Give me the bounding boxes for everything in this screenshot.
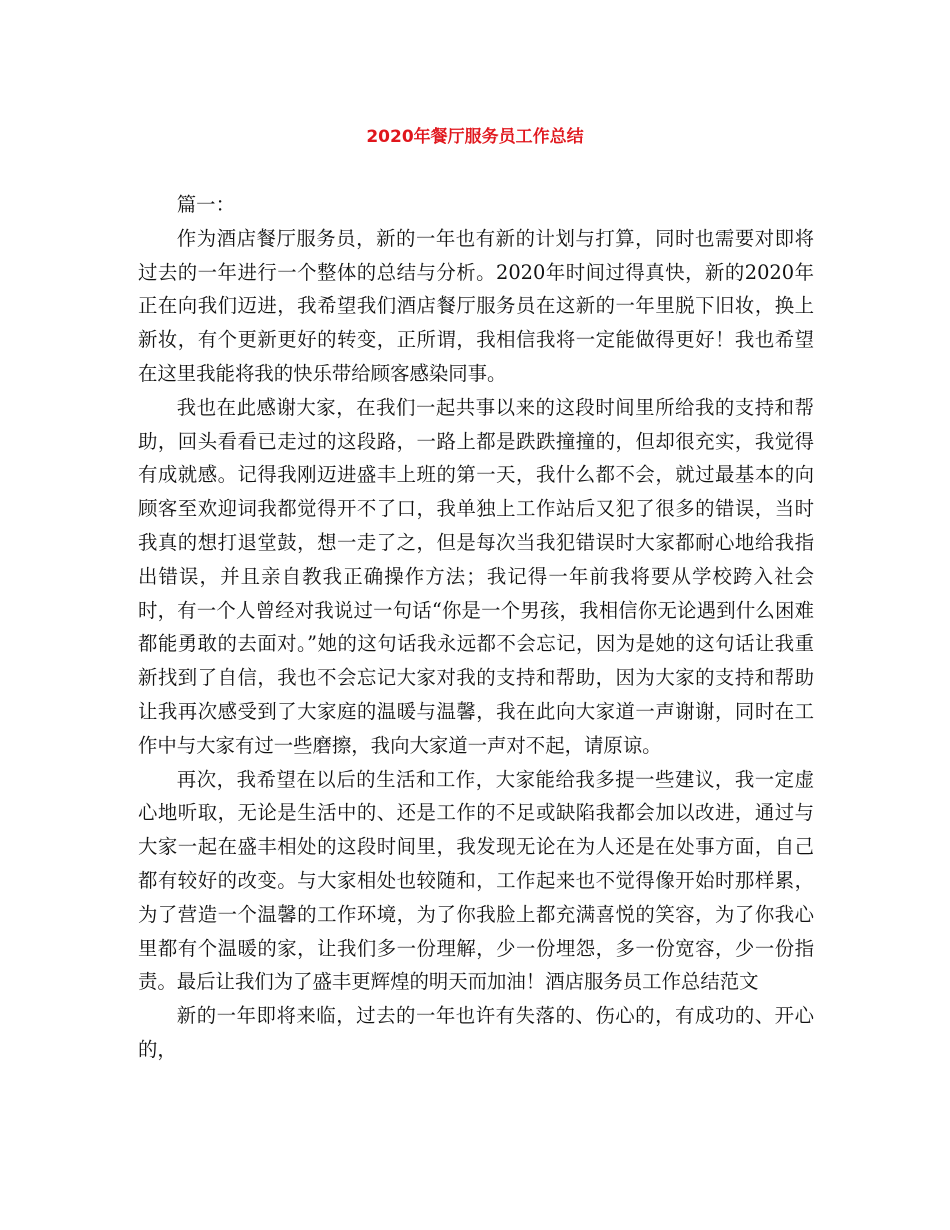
paragraph-section-label: 篇一： [176,193,235,216]
paragraph: 再次，我希望在以后的生活和工作，大家能给我多提一些建议，我一定虚心地听取，无论是生活中的、还是工作的不足或缺陷我都会加以改进，通过与大家一起在盛丰相处的这段时间里，我发现无论在为人还是在处事方面，自己都有较好的改变。与大家相处也较随和，工作起来也不觉得像开始时那样累，为了营造一个温馨的工作环境，为了你我脸上都充满喜悦的笑容，为了你我心里都有个温暖的家，让我们多一份理解，少一份埋怨，多一份宽容，少一份指责。最后让我们为了盛丰更辉煌的明天而加油！酒店服务员工作总结范文 [138,767,814,994]
paragraph: 作为酒店餐厅服务员，新的一年也有新的计划与打算，同时也需要对即将过去的一年进行一个整体的总结与分析。2020年时间过得真快，新的2020年正在向我们迈进，我希望我们酒店餐厅服务员在这新的一年里脱下旧妆，换上新妆，有个更新更好的转变，正所谓，我相信我将一定能做得更好！我也希望在这里我能将我的快乐带给顾客感染同事。 [138,226,814,385]
document-title: 2020年餐厅服务员工作总结 [366,127,584,147]
document-body [138,188,814,1067]
paragraph: 新的一年即将来临，过去的一年也许有失落的、伤心的，有成功的、开心的， [138,1004,814,1061]
paragraph: 我也在此感谢大家，在我们一起共事以来的这段时间里所给我的支持和帮助，回头看看已走过的这段路，一路上都是跌跌撞撞的，但却很充实，我觉得有成就感。记得我刚迈进盛丰上班的第一天，我什么都不会，就过最基本的向顾客至欢迎词我都觉得开不了口，我单独上工作站后又犯了很多的错误，当时我真的想打退堂鼓，想一走了之，但是每次当我犯错误时大家都耐心地给我指出错误，并且亲自教我正确操作方法；我记得一年前我将要从学校跨入社会时，有一个人曾经对我说过一句话“你是一个男孩，我相信你无论遇到什么困难都能勇敢的去面对。”她的这句话我永远都不会忘记，因为是她的这句话让我重新找到了自信，我也不会忘记大家对我的支持和帮助，因为大家的支持和帮助让我再次感受到了大家庭的温暖与温馨，我在此向大家道一声谢谢，同时在工作中与大家有过一些磨擦，我向大家道一声对不起，请原谅。 [138,395,814,757]
